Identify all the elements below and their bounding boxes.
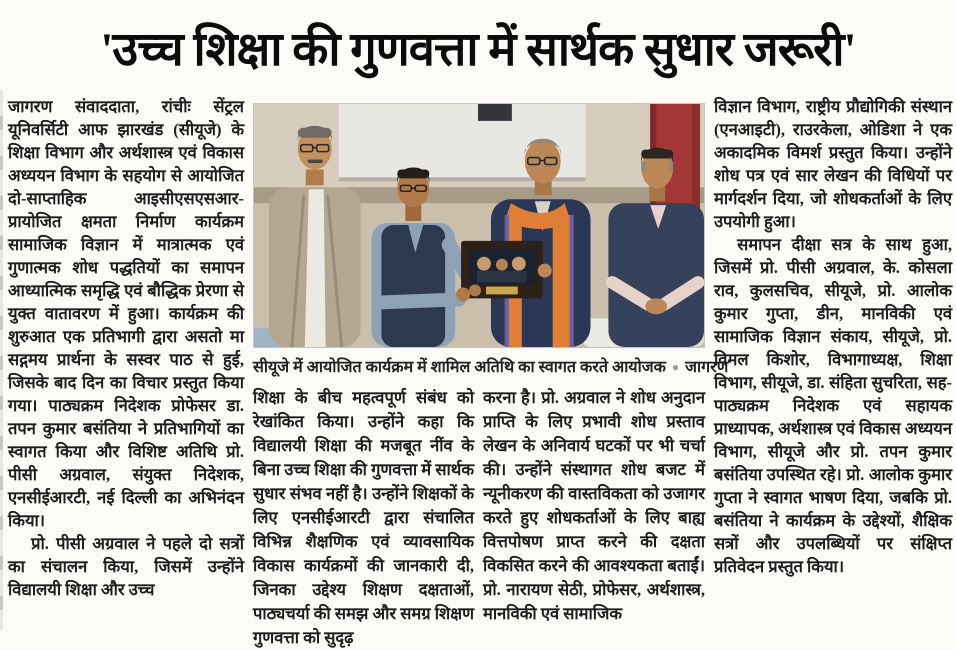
clasped-hands: [645, 298, 667, 314]
caption-text: सीयूजे में आयोजित कार्यक्रम में शामिल अतिथि का स्वागत करते आयोजक: [253, 359, 666, 376]
paragraph: जागरण संवाददाता, रांचीः सेंट्रल यूनिवर्सिटी आफ झारखंड (सीयूजे) के शिक्षा विभाग और अर्थशास्त्र एवं विकास अध्ययन विभाग के सहयोग से आयोजित दो-साप्ताहिक आइसीएसएसआर-प्रायोजित क्षमता निर्माण कार्यक्रम सामाजिक विज्ञान में मात्रात्मक एवं गुणात्मक शोध पद्धतियों का समापन आध्यात्मिक समृद्धि एवं बौद्धिक प्रेरणा से युक्त वातावरण में हुआ। कार्यक्रम की शुरुआत एक प्रतिभागी द्वारा असतो मा सद्गमय प्रार्थना के सस्वर पाठ से हुई, जिसके बाद दिन का विचार प्रस्तुत किया गया। पाठ्यक्रम निदेशक प्रोफेसर डा. तपन कुमार बसंतिया ने प्रतिभागियों का स्वागत किया और विशिष्ट अतिथि प्रो. पीसी अग्रवाल, संयुक्त निदेशक, एनसीईआरटी, नई दिल्ली का अभिनंदन किया।: [8, 97, 244, 530]
paragraph: शिक्षा के बीच महत्वपूर्ण संबंध को रेखांकित किया। उन्होंने कहा कि विद्यालयी शिक्षा की मजबूत नींव के बिना उच्च शिक्षा की गुणवत्ता में सार्थक सुधार संभव नहीं है। उन्होंने शिक्षकों के लिए एनसीईआरटी द्वारा संचालित विभिन्न शैक्षणिक एवं व्यावसायिक विकास कार्यक्रमों की जानकारी दी, जिनका उद्देश्य शिक्षण दक्षताओं, पाठ्यचर्या की समझ और समग्र शिक्षण गुणवत्ता को सुदृढ़: [253, 388, 474, 647]
hand: [538, 264, 552, 278]
paragraph: प्रो. पीसी अग्रवाल ने पहले दो सत्रों का संचालन किया, जिसमें उन्होंने विद्यालयी शिक्षा और उच्च: [8, 534, 244, 599]
mustache: [308, 160, 323, 163]
photo-face: [496, 259, 508, 271]
face: [525, 140, 561, 184]
hand: [456, 287, 470, 301]
news-photo-block: [253, 103, 729, 377]
arm: [383, 299, 459, 302]
photo-face: [477, 257, 491, 271]
photo-face: [512, 257, 526, 271]
projector-icon: [478, 104, 512, 121]
article-headline: 'उच्च शिक्षा की गुणवत्ता में सार्थक सुधार जरूरी': [100, 24, 856, 76]
neck: [306, 169, 324, 185]
grey-temple: [641, 162, 645, 172]
paragraph: समापन दीक्षा सत्र के साथ हुआ, जिसमें प्रो. पीसी अग्रवाल, के. कोसला राव, कुलसचिव, सीयूजे, प्रो. आलोक कुमार गुप्ता, डीन, मानविकी एवं सामाजिक विज्ञान संकाय, सीयूजे, प्रो. विमल किशोर, विभागाध्यक्ष, शिक्षा विभाग, सीयूजे, डा. संहिता सुचरिता, सह-पाठ्यक्रम निदेशक एवं सहायक प्राध्यापक, अर्थशास्त्र एवं विकास अध्ययन विभाग, सीयूजे और प्रो. तपन कुमार बसंतिया उपस्थित रहे। प्रो. आलोक कुमार गुप्ता ने स्वागत भाषण दिया, जबकि प्रो. बसंतिया ने कार्यक्रम के उद्देश्यों, शैक्षिक सत्रों और उपलब्धियों पर संक्षिप्त प्रतिवेदन प्रस्तुत किया।: [714, 235, 952, 576]
jagran-bullet-icon: ●: [671, 360, 680, 374]
photo-caption: [253, 355, 729, 377]
credit-label: जागरण: [685, 359, 729, 376]
text-column-4: [714, 95, 952, 648]
paragraph: विज्ञान विभाग, राष्ट्रीय प्रौद्योगिकी संस्थान (एनआइटी), राउरकेला, ओडिशा ने एक अकादमिक विमर्श प्रस्तुत किया। उन्होंने शोध पत्र एवं सार लेखन की विधियों पर मार्गदर्शन दिया, जो शोधकर्ताओं के लिए उपयोगी हुआ।: [714, 97, 952, 231]
text-column-1: [8, 95, 244, 648]
memento-frame: [456, 241, 552, 302]
hand: [469, 285, 481, 297]
text-column-2: [253, 386, 474, 650]
photo-illustration: [254, 104, 704, 347]
text-column-3: [483, 386, 705, 650]
news-photo: [253, 103, 705, 348]
paragraph: करना है। प्रो. अग्रवाल ने शोध अनुदान प्राप्ति के लिए प्रभावी शोध प्रस्ताव लेखन के अनिवार्य घटकों पर भी चर्चा की। उन्होंने संस्थागत शोध बजट में न्यूनीकरण की वास्तविकता को उजागर करते हुए शोधकर्ताओं के लिए बाह्य वित्तपोषण प्राप्त करने की दक्षता विकसित करने की आवश्यकता बताईं। प्रो. नारायण सेठी, प्रोफेसर, अर्थशास्त्र, मानविकी एवं सामाजिक: [483, 388, 705, 623]
